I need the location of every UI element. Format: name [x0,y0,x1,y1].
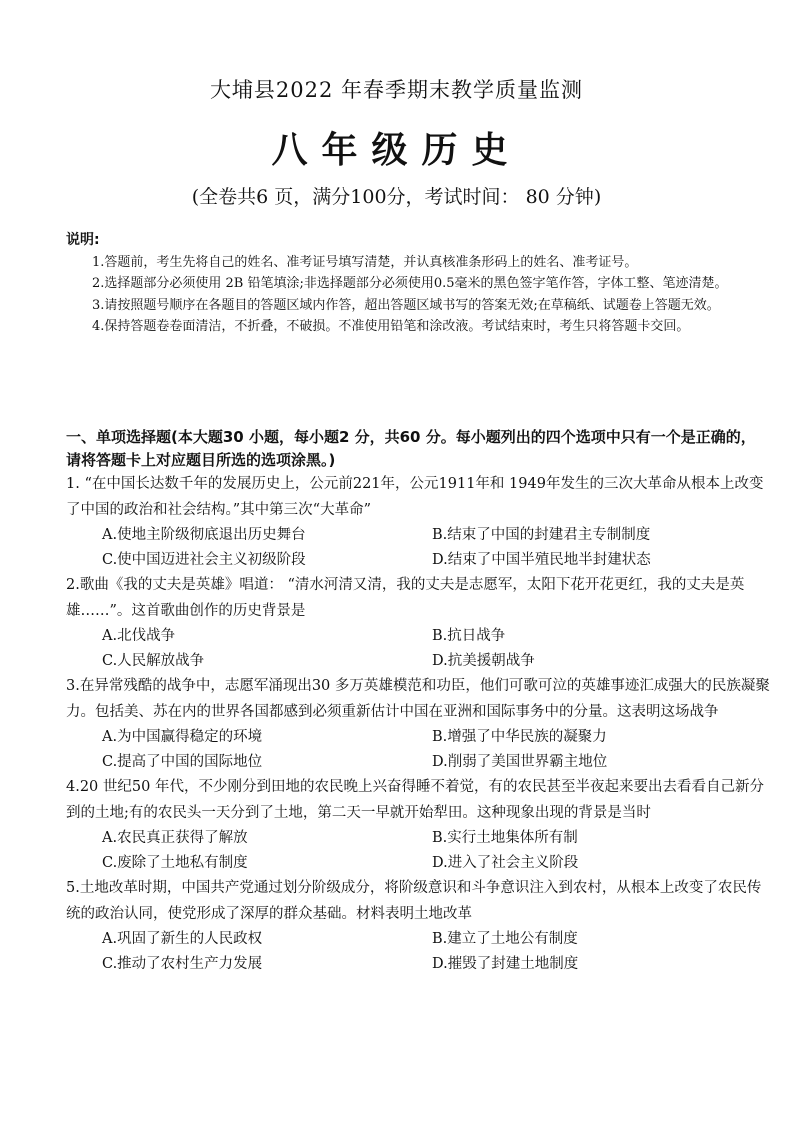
instruction-item: 2.选择题部分必须使用 2B 铅笔填涂;非选择题部分必须使用0.5毫米的黑色签字笔作答，字体工整、笔迹清楚。 [92,276,728,291]
option-a: A.农民真正获得了解放 [102,830,248,846]
exam-info: (全卷共6 页，满分100分，考试时间： 80 分钟) [191,186,602,208]
instruction-item: 3.请按照题号顺序在各题目的答题区域内作答，超出答题区域书写的答案无效;在草稿纸、试题卷上答题无效。 [92,297,720,313]
options [66,624,770,674]
option-a: A.巩固了新生的人民政权 [102,931,263,947]
question-5 [66,876,770,977]
option-d: D.摧毁了封建土地制度 [432,956,579,972]
option-b: B.实行土地集体所有制 [432,830,578,846]
question-list [66,472,770,977]
instructions [66,230,770,338]
options [66,927,770,977]
options [66,826,770,876]
instruction-item: 1.答题前，考生先将自己的姓名、准考证号填写清楚，并认真核准条形码上的姓名、准考证号。 [92,254,638,270]
option-c: C.废除了土地私有制度 [102,855,248,871]
option-b: B.结束了中国的封建君主专制制度 [432,527,651,543]
option-b: B.建立了土地公有制度 [432,931,578,947]
instructions-heading: 说明: [66,232,100,248]
question-1 [66,472,770,573]
option-d: D.进入了社会主义阶段 [432,855,579,871]
option-b: B.抗日战争 [432,628,506,644]
subject-title: 八年级历史 [271,129,522,171]
option-c: C.提高了中国的国际地位 [102,754,263,770]
option-d: D.抗美援朝战争 [432,653,535,669]
question-stem: 5.土地改革时期，中国共产党通过划分阶级成分，将阶级意识和斗争意识注入到农村，从根本上改变了农民传统的政治认同，使党形成了深厚的群众基础。材料表明土地改革 [66,880,762,922]
option-c: C.使中国迈进社会主义初级阶段 [102,552,306,568]
exam-title: 大埔县2022 年春季期末教学质量监测 [209,78,584,102]
option-b: B.增强了中华民族的凝聚力 [432,729,607,745]
question-stem: 3.在异常残酷的战争中，志愿军涌现出30 多万英雄模范和功臣，他们可歌可泣的英雄事迹汇成强大的民族凝聚力。包括美、苏在内的世界各国都感到必须重新估计中国在亚洲和国际事务中的分量。这表明这场战争 [66,678,770,720]
options [66,523,770,573]
question-stem: 2.歌曲《我的丈夫是英雄》唱道： “清水河清又清，我的丈夫是志愿军，太阳下花开花更红，我的丈夫是英雄……”。这首歌曲创作的历史背景是 [66,577,745,619]
instruction-item: 4.保持答题卷卷面清洁，不折叠，不破损。不准使用铅笔和涂改液。考试结束时，考生只将答题卡交回。 [92,319,690,334]
option-c: C.人民解放战争 [102,653,205,669]
question-stem: 4.20 世纪50 年代，不少刚分到田地的农民晚上兴奋得睡不着觉，有的农民甚至半夜起来要出去看看自己新分到的土地;有的农民头一天分到了土地，第二天一早就开始犁田。这种现象出现的背景是当时 [66,779,764,821]
section-heading: 一、单项选择题(本大题30 小题，每小题2 分，共60 分。每小题列出的四个选项中只有一个是正确的，请将答题卡上对应题目所选的选项涂黑。) [66,428,756,469]
question-2 [66,573,770,674]
option-a: A.使地主阶级彻底退出历史舞台 [102,527,306,543]
option-d: D.削弱了美国世界霸主地位 [432,754,608,770]
options [66,725,770,775]
question-4 [66,775,770,876]
option-a: A.为中国赢得稳定的环境 [102,729,263,745]
question-3 [66,674,770,775]
option-d: D.结束了中国半殖民地半封建状态 [432,552,651,568]
question-stem: 1. “在中国长达数千年的发展历史上，公元前221年，公元1911年和 1949年发生的三次大革命从根本上改变了中国的政治和社会结构。”其中第三次“大革命” [66,476,764,518]
option-c: C.推动了农村生产力发展 [102,956,263,972]
option-a: A.北伐战争 [102,628,176,644]
